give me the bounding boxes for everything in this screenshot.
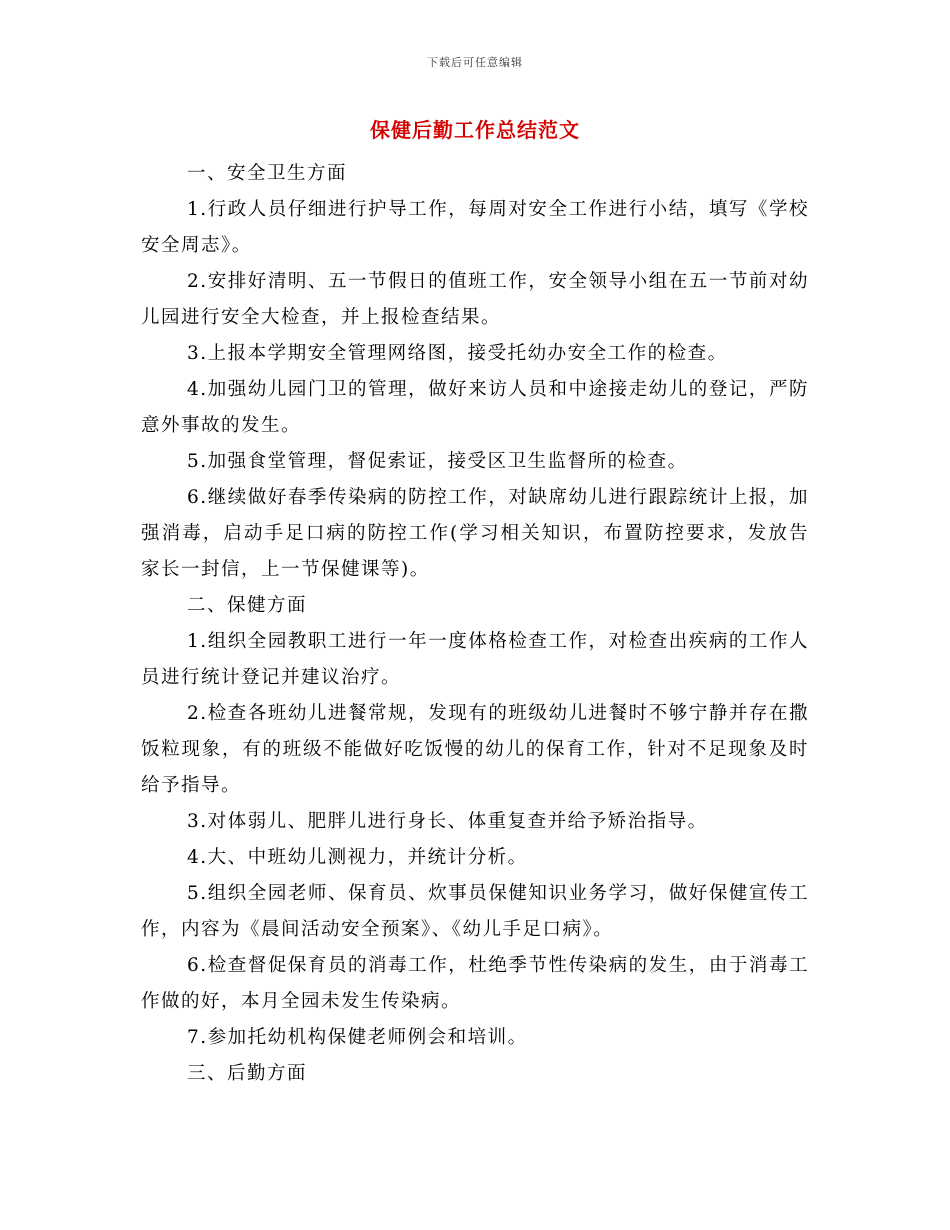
paragraph: 4.大、中班幼儿测视力，并统计分析。 <box>187 847 528 868</box>
paragraph: 2.安排好清明、五一节假日的值班工作，安全领导小组在五一节前对幼儿园进行安全大检查，并上报检查结果。 <box>141 271 809 328</box>
paragraph: 7.参加托幼机构保健老师例会和培训。 <box>187 1027 528 1048</box>
document-title: 保健后勤工作总结范文 <box>370 118 580 142</box>
paragraph: 5.组织全园老师、保育员、炊事员保健知识业务学习，做好保健宣传工作，内容为《晨间活动安全预案》、《幼儿手足口病》。 <box>141 883 809 940</box>
paragraph: 6.继续做好春季传染病的防控工作，对缺席幼儿进行跟踪统计上报，加强消毒，启动手足口病的防控工作(学习相关知识，布置防控要求，发放告家长一封信，上一节保健课等)。 <box>141 487 809 580</box>
paragraph: 6.检查督促保育员的消毒工作，杜绝季节性传染病的发生，由于消毒工作做的好，本月全园未发生传染病。 <box>141 955 809 1012</box>
paragraph: 1.组织全园教职工进行一年一度体格检查工作，对检查出疾病的工作人员进行统计登记并建议治疗。 <box>141 631 809 688</box>
paragraph: 4.加强幼儿园门卫的管理，做好来访人员和中途接走幼儿的登记，严防意外事故的发生。 <box>141 379 809 436</box>
paragraph: 5.加强食堂管理，督促索证，接受区卫生监督所的检查。 <box>187 451 688 472</box>
document-body <box>141 156 809 1092</box>
paragraph: 3.对体弱儿、肥胖儿进行身长、体重复查并给予矫治指导。 <box>187 811 708 832</box>
section-heading-health: 二、保健方面 <box>187 595 308 616</box>
section-heading-safety: 一、安全卫生方面 <box>187 163 348 184</box>
paragraph: 3.上报本学期安全管理网络图，接受托幼办安全工作的检查。 <box>187 343 728 364</box>
paragraph: 1.行政人员仔细进行护导工作，每周对安全工作进行小结，填写《学校安全周志》。 <box>141 199 809 256</box>
section-heading-logistics: 三、后勤方面 <box>187 1063 308 1084</box>
header-note: 下载后可任意编辑 <box>427 56 523 69</box>
paragraph: 2.检查各班幼儿进餐常规，发现有的班级幼儿进餐时不够宁静并存在撒饭粒现象，有的班级不能做好吃饭慢的幼儿的保育工作，针对不足现象及时给予指导。 <box>141 703 809 796</box>
